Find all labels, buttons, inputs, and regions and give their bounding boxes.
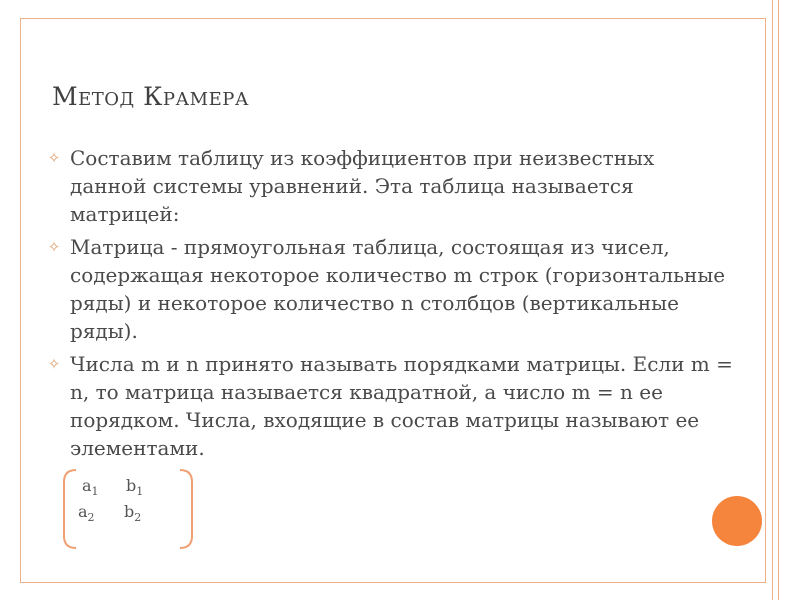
bullet-text: Числа m и n принято называть порядками матрицы. Если m = n, то матрица называется квадратной, а число m = n ее порядком. Числа, входящие в состав матрицы называют ее элементами. bbox=[70, 352, 733, 460]
bullet-text: Составим таблицу из коэффициентов при неизвестных данной системы уравнений. Эта таблица называется матрицей: bbox=[70, 146, 655, 226]
frame-right-line-outer bbox=[778, 0, 779, 600]
matrix-cell-b1: $b_1$ bbox=[126, 476, 144, 499]
matrix bbox=[62, 468, 194, 550]
hollow-bullet-icon: ✧ bbox=[47, 238, 61, 256]
matrix-cell-a1: $a_1$ bbox=[82, 476, 99, 499]
hollow-bullet-icon: ✧ bbox=[47, 355, 61, 373]
bullet-list bbox=[45, 144, 735, 467]
frame-right-line bbox=[772, 0, 773, 600]
matrix-cell-b2: $b_2$ bbox=[124, 502, 142, 525]
bullet-item bbox=[45, 144, 735, 228]
bullet-text: Матрица - прямоугольная таблица, состоящая из чисел, содержащая некоторое количество m строк (горизонтальные ряды) и некоторое количество n столбцов (вертикальные ряды). bbox=[70, 235, 726, 343]
bullet-item bbox=[45, 350, 735, 462]
bullet-item bbox=[45, 233, 735, 345]
hollow-bullet-icon: ✧ bbox=[47, 149, 61, 167]
decorative-circle bbox=[712, 496, 762, 546]
slide-title: Метод Крамера bbox=[52, 82, 249, 111]
matrix-cell-a2: $a_2$ bbox=[78, 502, 95, 525]
